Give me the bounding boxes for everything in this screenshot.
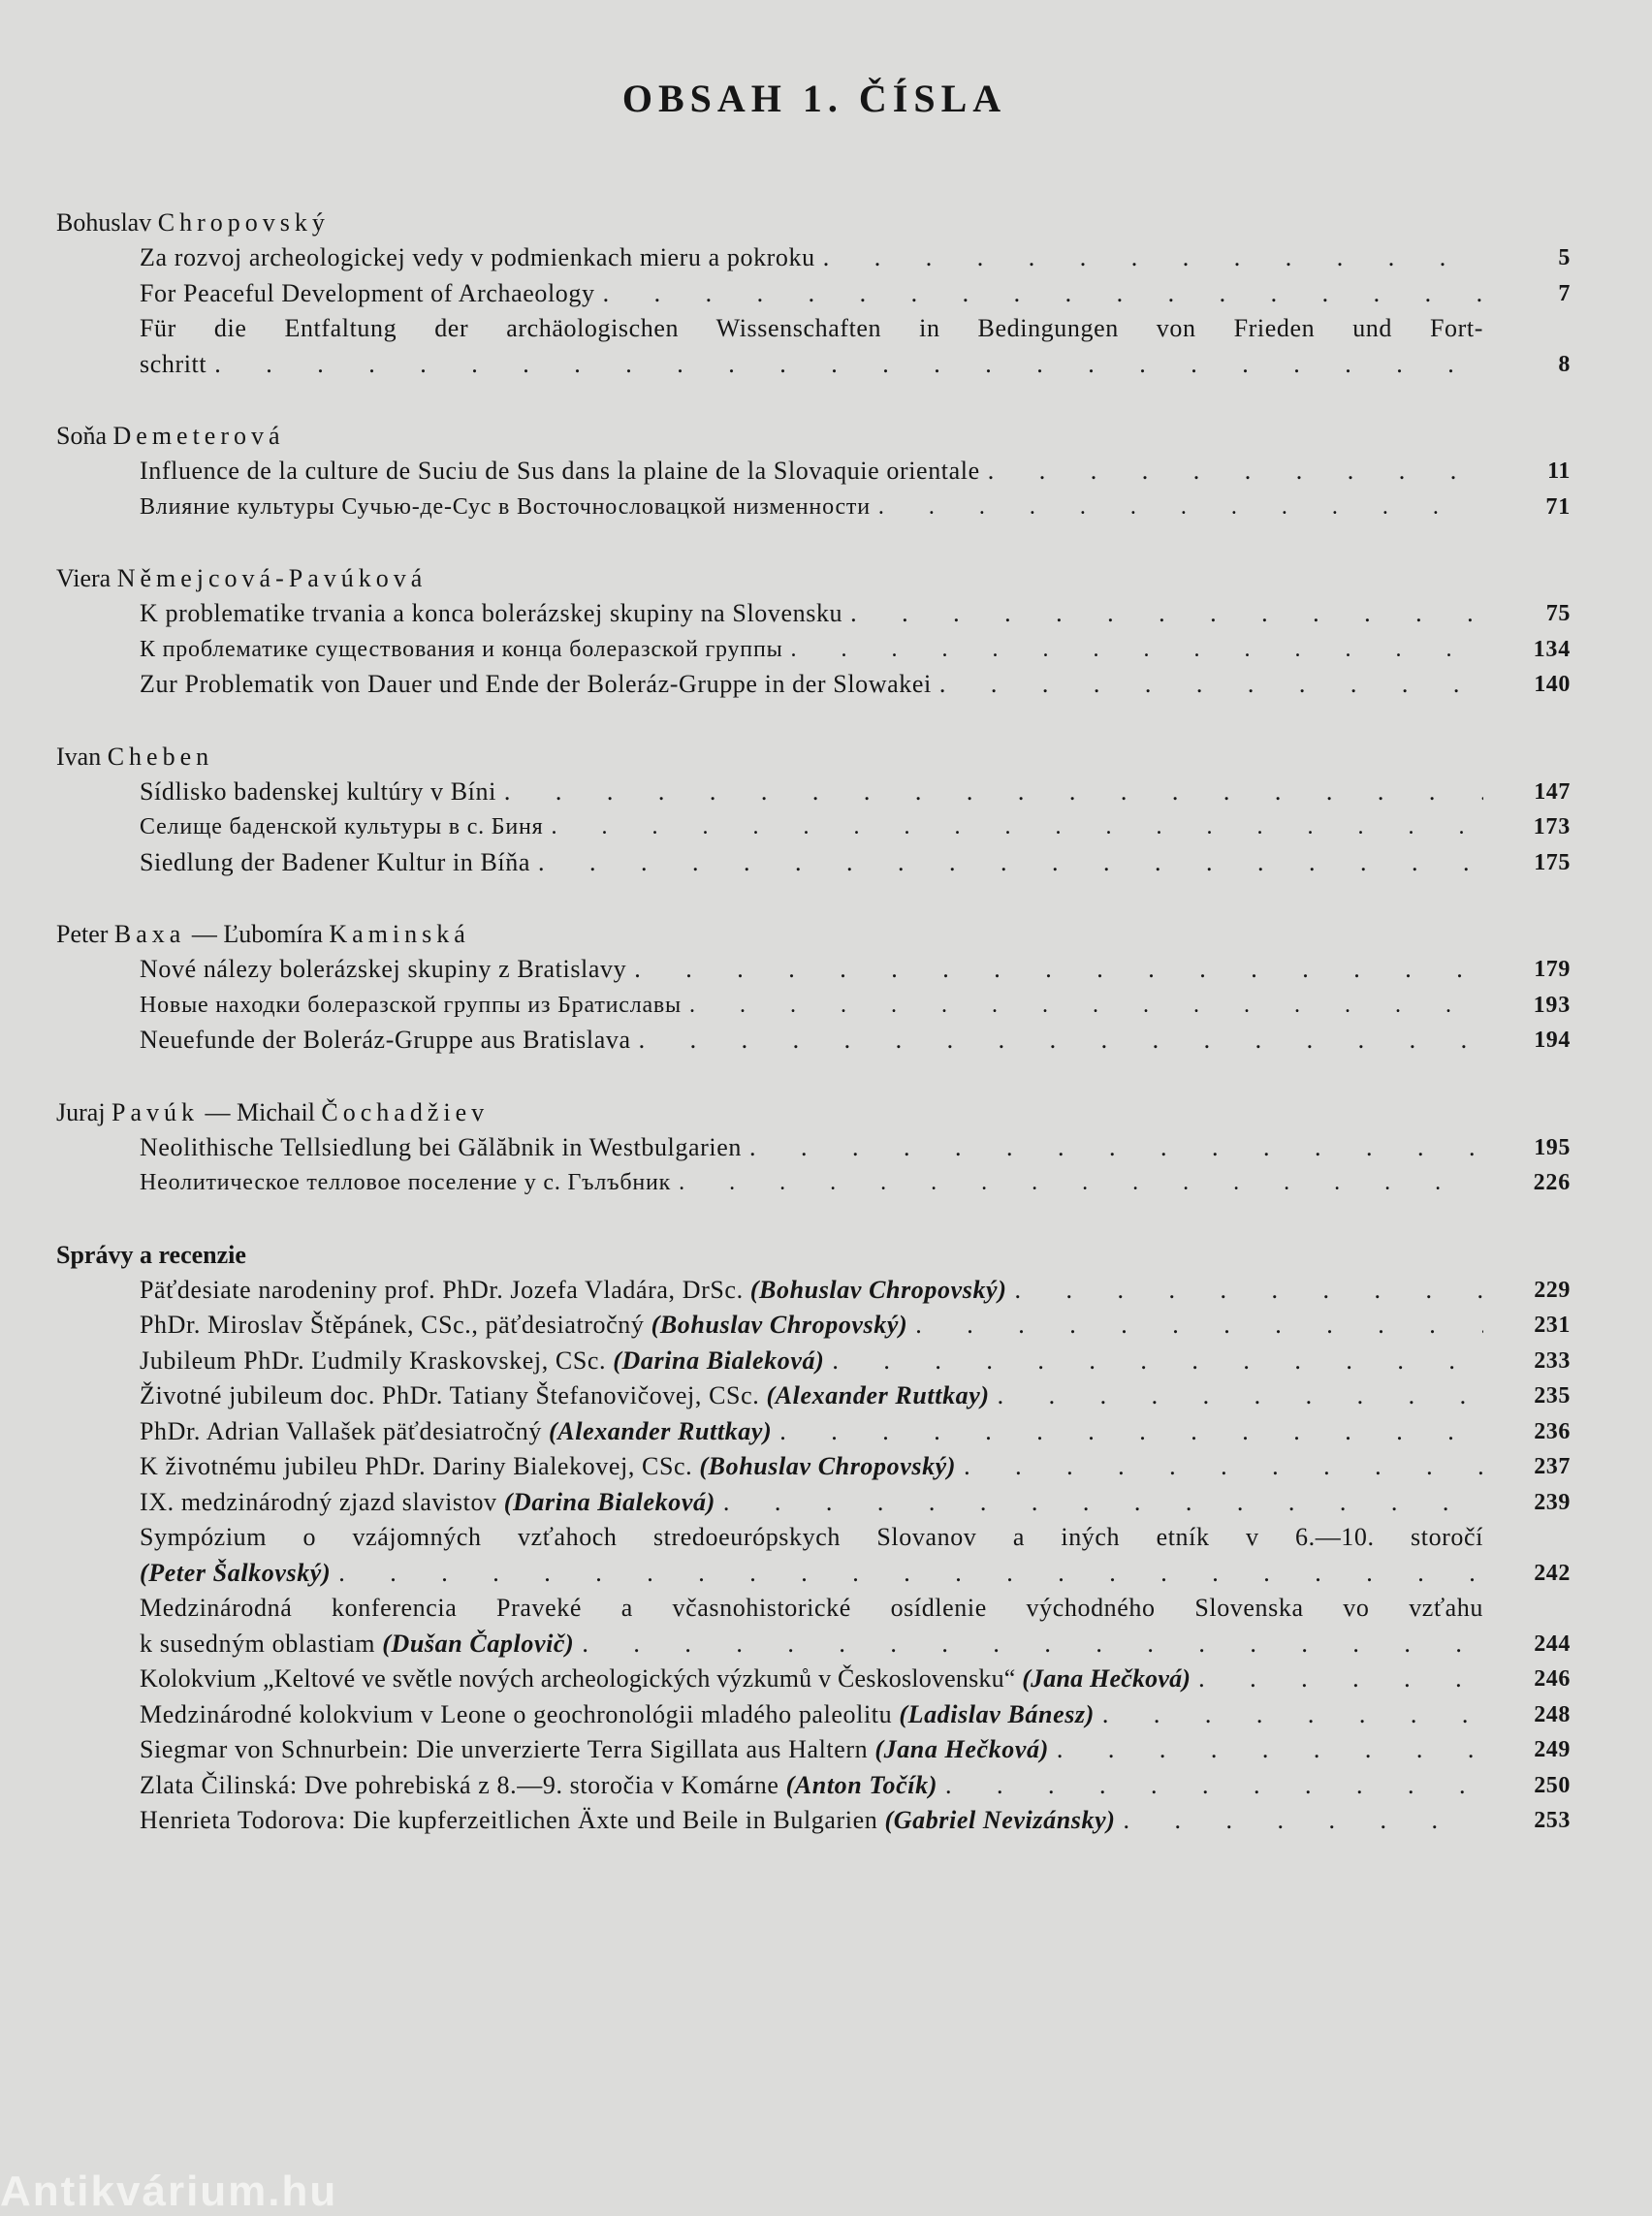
page-number: 229 — [1534, 1277, 1571, 1303]
page-number: 8 — [1558, 351, 1571, 377]
page-number: 246 — [1534, 1666, 1571, 1692]
toc-entry: Новые находки болеразской группы из Братиславы . . . 193 — [56, 988, 1571, 1024]
page-number: 239 — [1534, 1489, 1571, 1515]
toc-entry: Nové nálezy bolerázskej skupiny z Bratislavy . . . 179 — [56, 952, 1571, 988]
page-number: 250 — [1534, 1772, 1571, 1798]
page-number: 195 — [1534, 1134, 1571, 1160]
page-number: 235 — [1534, 1383, 1571, 1409]
page-number: 11 — [1547, 459, 1571, 484]
toc-entry: Medzinárodné kolokvium v Leone o geochronológii mladého paleolitu (Ladislav Bánesz) . . . 248 — [56, 1697, 1571, 1733]
page-number: 242 — [1534, 1560, 1571, 1586]
page-number: 173 — [1533, 814, 1571, 839]
page-number: 147 — [1534, 778, 1571, 805]
table-of-contents — [56, 206, 1571, 1876]
page-number: 5 — [1558, 245, 1571, 270]
page-number: 253 — [1534, 1808, 1571, 1833]
page-number: 233 — [1534, 1347, 1571, 1374]
toc-entry: Siedlung der Badener Kultur in Bíňa . . . 175 — [56, 845, 1571, 881]
watermark: Antikvárium.hu — [0, 2168, 338, 2215]
toc-entry: PhDr. Adrian Vallašek päťdesiatročný (Alexander Ruttkay) . . . 236 — [56, 1414, 1571, 1450]
section-author: Soňa Demeterová — [56, 422, 285, 450]
toc-entry: Neolithische Tellsiedlung bei Gălăbnik in Westbulgarien . . . 195 — [56, 1130, 1571, 1166]
toc-entry: PhDr. Miroslav Štěpánek, CSc., päťdesiatročný (Bohuslav Chropovský) . . . 231 — [56, 1308, 1571, 1344]
section-author: Juraj Pavúk — Michail Čochadžiev — [56, 1097, 490, 1126]
page-number: 75 — [1545, 601, 1571, 626]
reports-section — [56, 1238, 1571, 1839]
toc-entry: Неолитическое телловое поселение у с. Гълъбник . . . 226 — [56, 1165, 1571, 1201]
section-author: Ivan Cheben — [56, 742, 214, 771]
toc-entry: Sídlisko badenskej kultúry v Bíni . . . 147 — [56, 775, 1571, 810]
page-number: 134 — [1533, 636, 1571, 662]
toc-entry: К проблематике существования и конца болеразской группы . . . 134 — [56, 632, 1571, 668]
toc-entry: IX. medzinárodný zjazd slavistov (Darina Bialeková) . . . 239 — [56, 1485, 1571, 1521]
toc-entry: Kolokvium „Keltové ve světle nových archeologických výzkumů v Československu“ (Jana Hečková) . . . 246 — [56, 1662, 1571, 1697]
toc-section — [56, 1095, 1571, 1201]
page-number: 193 — [1533, 992, 1571, 1018]
toc-entry: Zur Problematik von Dauer und Ende der Boleráz-Gruppe in der Slowakei . . . 140 — [56, 667, 1571, 703]
toc-entry: Päťdesiate narodeniny prof. PhDr. Jozefa Vladára, DrSc. (Bohuslav Chropovský) . . . 229 — [56, 1273, 1571, 1309]
toc-entry: Zlata Čilinská: Dve pohrebiská z 8.—9. storočia v Komárne (Anton Točík) . . . 250 — [56, 1768, 1571, 1804]
toc-section — [56, 561, 1571, 703]
section-author: Viera Němejcová-Pavúková — [56, 564, 428, 592]
section-author: Bohuslav Chropovský — [56, 208, 330, 237]
toc-entry: Influence de la culture de Suciu de Sus dans la plaine de la Slovaquie orientale . . . 11 — [56, 454, 1571, 490]
page-number: 175 — [1534, 849, 1571, 875]
page-number: 179 — [1534, 957, 1571, 982]
toc-section — [56, 206, 1571, 382]
toc-entry: K problematike trvania a konca bolerázskej skupiny na Slovensku . . . 75 — [56, 596, 1571, 632]
reports-heading: Správy a recenzie — [56, 1240, 246, 1269]
page-number: 237 — [1534, 1454, 1571, 1479]
toc-section — [56, 917, 1571, 1059]
toc-entry: Neuefunde der Boleráz-Gruppe aus Bratislava . . . 194 — [56, 1023, 1571, 1059]
page-number: 248 — [1534, 1701, 1571, 1727]
section-author: Peter Baxa — Ľubomíra Kaminská — [56, 920, 470, 948]
page-number: 226 — [1533, 1170, 1571, 1195]
toc-entry: Za rozvoj archeologickej vedy v podmienkach mieru a pokroku . . . 5 — [56, 240, 1571, 276]
page-number: 236 — [1534, 1418, 1571, 1444]
toc-section — [56, 740, 1571, 881]
page-title: OBSAH 1. ČÍSLA — [621, 77, 1007, 120]
page-number: 194 — [1534, 1028, 1571, 1053]
toc-entry: Селище баденской культуры в с. Биня . . . 173 — [56, 809, 1571, 845]
toc-section — [56, 419, 1571, 524]
toc-entry: Siegmar von Schnurbein: Die unverzierte Terra Sigillata aus Haltern (Jana Hečková) . . . 249 — [56, 1732, 1571, 1768]
page-number: 249 — [1534, 1737, 1571, 1762]
toc-entry: K životnému jubileu PhDr. Dariny Bialekovej, CSc. (Bohuslav Chropovský) . . . 237 — [56, 1449, 1571, 1485]
toc-entry: Влияние культуры Сучью-де-Сус в Восточнословацкой низменности . . . 71 — [56, 490, 1571, 525]
toc-entry: For Peaceful Development of Archaeology . . . 7 — [56, 276, 1571, 312]
page-number: 140 — [1534, 672, 1571, 697]
toc-entry: Henrieta Todorova: Die kupferzeitlichen Äxte und Beile in Bulgarien (Gabriel Nevizánsky) . . . 253 — [56, 1803, 1571, 1839]
toc-entry: Medzinárodná konferencia Praveké a včasnohistorické osídlenie východného Slovenska vo vzťahu k susedným oblastiam (Dušan Čaplovič) . . . 244 — [56, 1591, 1571, 1662]
page-number: 7 — [1558, 280, 1571, 306]
toc-entry: Životné jubileum doc. PhDr. Tatiany Štefanovičovej, CSc. (Alexander Ruttkay) . . . 235 — [56, 1378, 1571, 1414]
page-number: 244 — [1534, 1630, 1571, 1657]
page-number: 231 — [1534, 1313, 1571, 1338]
toc-entry: Jubileum PhDr. Ľudmily Kraskovskej, CSc. (Darina Bialeková) . . . 233 — [56, 1344, 1571, 1379]
toc-entry: Sympózium o vzájomných vzťahoch stredoeurópskych Slovanov a iných etník v 6.—10. storočí (Peter Šalkovský) . . . 242 — [56, 1520, 1571, 1591]
toc-entry: Für die Entfaltung der archäologischen Wissenschaften in Bedingungen von Frieden und Fort- schritt . . . 8 — [56, 311, 1571, 382]
page-number: 71 — [1545, 493, 1571, 520]
